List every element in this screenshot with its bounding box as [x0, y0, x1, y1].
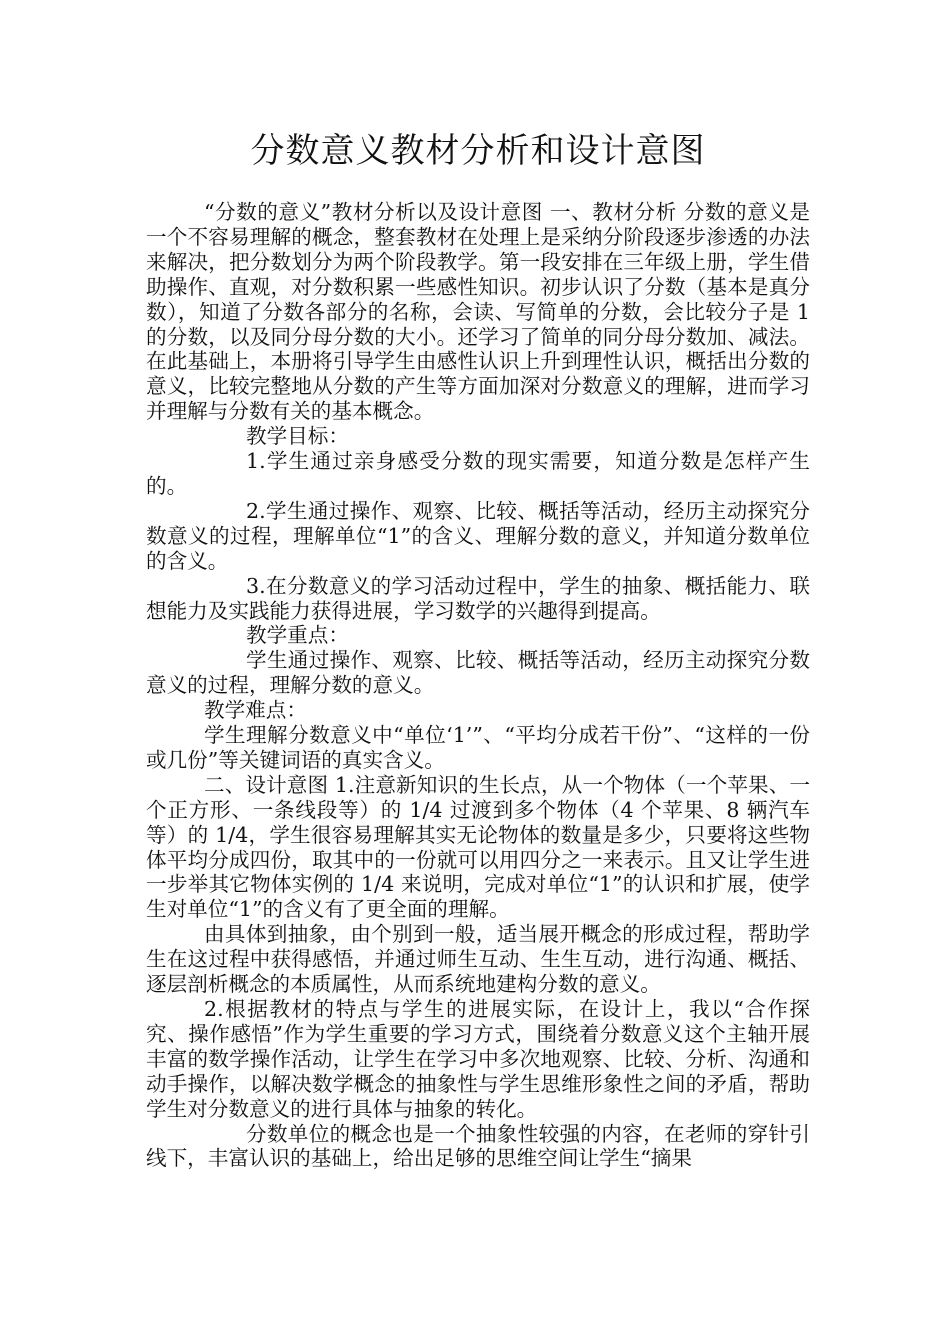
paragraph: 1.学生通过亲身感受分数的现实需要，知道分数是怎样产生的。 — [146, 449, 810, 498]
paragraph: 分数单位的概念也是一个抽象性较强的内容，在老师的穿针引线下，丰富认识的基础上，给出足够的思维空间让学生“摘果 — [146, 1121, 810, 1171]
paragraph: 由具体到抽象，由个别到一般，适当展开概念的形成过程，帮助学生在这过程中获得感悟，并通过师生互动、生生互动，进行沟通、概括、逐层剖析概念的本质属性，从而系统地建构分数的意义。 — [146, 922, 810, 997]
paragraph: 2.根据教材的特点与学生的进展实际，在设计上，我以“合作探究、操作感悟”作为学生重要的学习方式，围绕着分数意义这个主轴开展丰富的数学操作活动，让学生在学习中多次地观察、比较、分析、沟通和动手操作，以解决数学概念的抽象性与学生思维形象性之间的矛盾，帮助学生对分数意义的进行具体与抽象的转化。 — [146, 997, 810, 1121]
paragraph: 教学目标： — [246, 424, 349, 449]
paragraph: 2.学生通过操作、观察、比较、概括等活动，经历主动探究分数意义的过程，理解单位“1”的含义、理解分数的意义，并知道分数单位的含义。 — [146, 498, 810, 573]
document-title: 分数意义教材分析和设计意图 — [250, 131, 706, 171]
paragraph: 学生理解分数意义中“单位‘1’”、“平均分成若干份”、“这样的一份或几份”等关键词语的真实含义。 — [146, 723, 810, 772]
paragraph: 教学重点： — [246, 623, 349, 648]
document-body — [146, 200, 810, 1171]
paragraph: 教学难点： — [204, 698, 307, 723]
paragraph: 学生通过操作、观察、比较、概括等活动，经历主动探究分数意义的过程，理解分数的意义。 — [146, 648, 810, 698]
paragraph: 二、设计意图 1.注意新知识的生长点，从一个物体（一个苹果、一个正方形、一条线段等）的 1/4 过渡到多个物体（4 个苹果、8 辆汽车等）的 1/4，学生很容易理解其实无论物体的数量是多少，只要将这些物体平均分成四份，取其中的一份就可以用四分之一来表示。且又让学生进一步举其它物体实例的 1/4 来说明，完成对单位“1”的认识和扩展，使学生对单位“1”的含义有了更全面的理解。 — [146, 772, 810, 922]
paragraph: 3.在分数意义的学习活动过程中，学生的抽象、概括能力、联想能力及实践能力获得进展，学习数学的兴趣得到提高。 — [146, 573, 810, 623]
paragraph: “分数的意义”教材分析以及设计意图 一、教材分析 分数的意义是一个不容易理解的概念，整套教材在处理上是采纳分阶段逐步渗透的办法来解决，把分数划分为两个阶段教学。第一段安排在三年级上册，学生借助操作、直观，对分数积累一些感性知识。初步认识了分数（基本是真分数），知道了分数各部分的名称，会读、写简单的分数，会比较分子是 1 的分数，以及同分母分数的大小。还学习了简单的同分母分数加、减法。在此基础上，本册将引导学生由感性认识上升到理性认识，概括出分数的意义，比较完整地从分数的产生等方面加深对分数意义的理解，进而学习并理解与分数有关的基本概念。 — [146, 200, 810, 424]
